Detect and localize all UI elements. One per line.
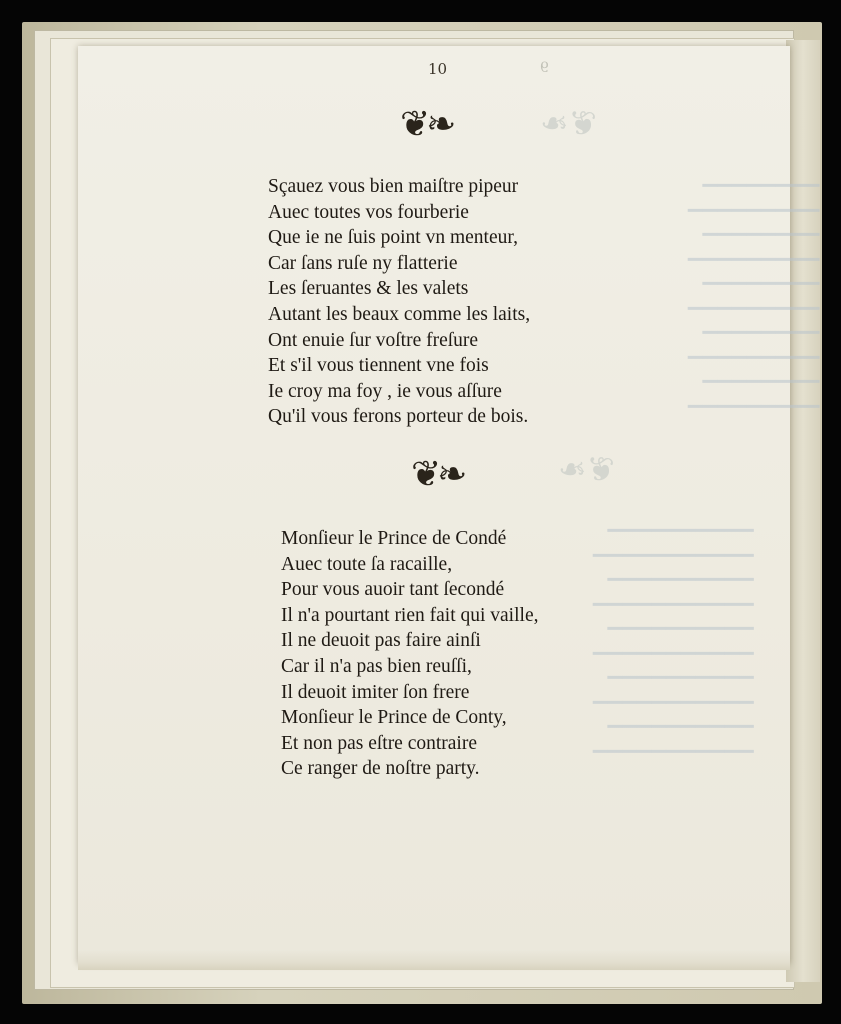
verse-line: Autant les beaux comme les laits, [268,303,531,325]
verse-line: Ce ranger de noſtre party. [281,758,480,780]
verse-line: Monſieur le Prince de Condé [281,528,507,549]
verse-line: Sçauez vous bien maiſtre pipeur [268,176,519,197]
page-number: 10 [428,60,448,78]
page-bottom-edge [78,950,790,970]
verse-line: Monſieur le Prince de Conty, [281,707,507,729]
show-through-ornament: ❦❧ [540,104,597,144]
verse-line: Il ne deuoit pas faire ainſi [281,630,481,652]
verse-line: Pour vous auoir tant ſecondé [281,579,505,601]
verse-line: Les ſeruantes & les valets [268,278,469,300]
verse-line: Car il n'a pas bien reuſſi, [281,655,472,677]
poem-stanza-2 [281,526,538,782]
verse-line: Qu'il vous ferons porteur de bois. [268,406,529,428]
verse-line: Auec toute ſa racaille, [281,553,453,575]
verse-line: Auec toutes vos fourberie [268,201,469,223]
verse-line: Ie croy ma foy , ie vous aſſure [268,380,502,402]
verse-line: Et s'il vous tiennent vne fois [268,355,489,377]
verse-line: Ont enuie ſur voſtre freſure [268,329,479,351]
show-through-ornament: ❦❧ [558,450,615,490]
verse-line: Il n'a pourtant rien fait qui vaille, [281,604,539,626]
page [78,46,820,964]
verse-line: Car ſans ruſe ny flatterie [268,252,458,274]
show-through-text: ▁▁▁▁▁▁▁▁ ▁▁▁▁▁▁▁▁▁ ▁▁▁▁▁▁▁▁ ▁▁▁▁▁▁▁▁▁ ▁▁▁▁▁▁▁▁ ▁▁▁▁▁▁▁▁▁ ▁▁▁▁▁▁▁▁ ▁▁▁▁▁▁▁▁▁ ▁▁▁▁▁▁▁▁ ▁▁▁▁▁▁▁▁▁ [688,165,820,408]
top-ornament-icon: ❦❧ [400,104,453,145]
middle-ornament-icon: ❦❧ [411,454,464,495]
verse-line: Et non pas eſtre contraire [281,732,477,754]
poem-stanza-1 [268,174,530,430]
show-through-page-number: 9 [540,60,549,76]
show-through-text: ▁▁▁▁▁▁▁▁▁▁ ▁▁▁▁▁▁▁▁▁▁▁ ▁▁▁▁▁▁▁▁▁▁ ▁▁▁▁▁▁▁▁▁▁▁ ▁▁▁▁▁▁▁▁▁▁ ▁▁▁▁▁▁▁▁▁▁▁ ▁▁▁▁▁▁▁▁▁▁ ▁▁▁▁▁▁▁▁▁▁▁ ▁▁▁▁▁▁▁▁▁▁ ▁▁▁▁▁▁▁▁▁▁▁ [593,510,754,753]
verse-line: Il deuoit imiter ſon frere [281,681,470,703]
verse-line: Que ie ne ſuis point vn menteur, [268,227,518,249]
